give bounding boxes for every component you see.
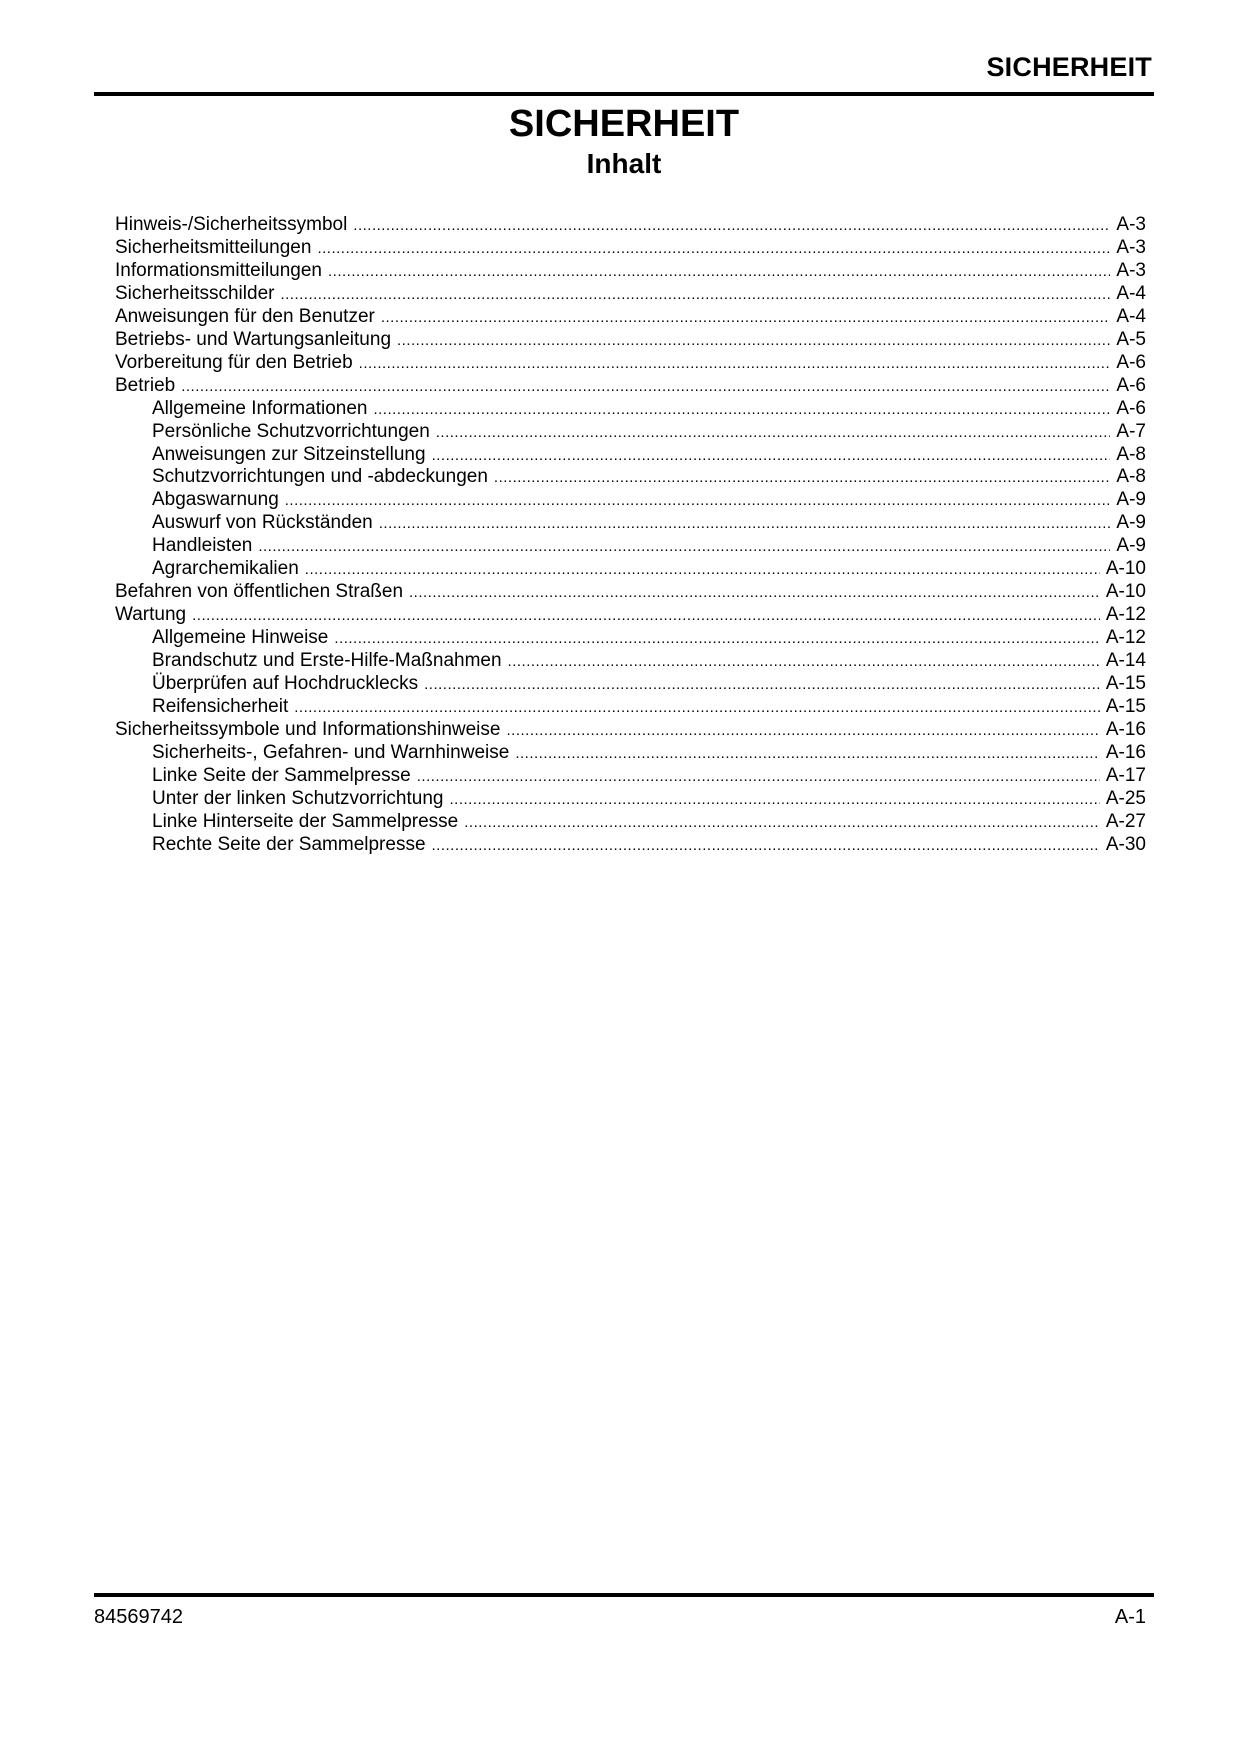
toc-entry-page: A-14	[1105, 650, 1146, 672]
toc-entry-label: Vorbereitung für den Betrieb	[115, 351, 353, 373]
toc-dot-leader	[258, 536, 1110, 559]
toc-entry[interactable]	[115, 811, 1146, 834]
toc-entry-page: A-12	[1105, 627, 1146, 649]
toc-dot-leader	[449, 789, 1099, 812]
toc-entry[interactable]	[115, 581, 1146, 604]
header-rule	[94, 92, 1154, 96]
toc-entry[interactable]	[115, 834, 1146, 857]
toc-entry-label: Brandschutz und Erste-Hilfe-Maßnahmen	[152, 650, 502, 672]
toc-entry-page: A-6	[1116, 397, 1146, 419]
toc-entry-label: Sicherheitssymbole und Informationshinweise	[115, 718, 501, 740]
toc-dot-leader	[317, 238, 1110, 261]
toc-entry-label: Schutzvorrichtungen und -abdeckungen	[152, 466, 488, 488]
table-of-contents	[115, 214, 1146, 857]
toc-entry-label: Sicherheitsmitteilungen	[115, 236, 312, 258]
toc-dot-leader	[359, 353, 1111, 376]
toc-entry-page: A-16	[1105, 741, 1146, 763]
toc-entry-label: Informationsmitteilungen	[115, 259, 322, 281]
toc-dot-leader	[417, 766, 1100, 789]
toc-dot-leader	[294, 697, 1100, 720]
toc-entry-page: A-6	[1116, 374, 1146, 396]
toc-dot-leader	[192, 605, 1100, 628]
toc-entry-page: A-12	[1105, 604, 1146, 626]
toc-entry[interactable]	[115, 466, 1146, 489]
toc-entry[interactable]	[115, 535, 1146, 558]
toc-entry[interactable]	[115, 398, 1146, 421]
toc-entry-page: A-9	[1116, 512, 1146, 534]
toc-entry-label: Allgemeine Informationen	[152, 397, 368, 419]
toc-entry-label: Auswurf von Rückständen	[152, 512, 373, 534]
toc-entry[interactable]	[115, 375, 1146, 398]
toc-entry-label: Abgaswarnung	[152, 489, 279, 511]
toc-entry[interactable]	[115, 604, 1146, 627]
toc-dot-leader	[432, 835, 1100, 858]
toc-entry-page: A-4	[1116, 282, 1146, 304]
toc-entry-page: A-9	[1116, 489, 1146, 511]
toc-dot-leader	[494, 467, 1111, 490]
toc-entry-page: A-30	[1105, 833, 1146, 855]
toc-dot-leader	[353, 215, 1110, 238]
toc-dot-leader	[328, 261, 1110, 284]
toc-entry-label: Persönliche Schutzvorrichtungen	[152, 420, 430, 442]
toc-entry-label: Reifensicherheit	[152, 696, 289, 718]
toc-dot-leader	[305, 559, 1100, 582]
toc-entry[interactable]	[115, 214, 1146, 237]
toc-entry-label: Handleisten	[152, 535, 253, 557]
toc-dot-leader	[464, 812, 1100, 835]
toc-dot-leader	[373, 399, 1110, 422]
toc-entry-label: Betriebs- und Wartungsanleitung	[115, 328, 392, 350]
toc-entry[interactable]	[115, 788, 1146, 811]
toc-dot-leader	[397, 330, 1110, 353]
running-header-section: SICHERHEIT	[986, 52, 1152, 82]
toc-entry-label: Befahren von öffentlichen Straßen	[115, 581, 404, 603]
document-number: 84569742	[94, 1606, 183, 1628]
toc-entry-page: A-3	[1116, 259, 1146, 281]
toc-entry-label: Sicherheits-, Gefahren- und Warnhinweise	[152, 741, 510, 763]
toc-entry-label: Linke Seite der Sammelpresse	[152, 764, 411, 786]
toc-entry-page: A-6	[1116, 351, 1146, 373]
toc-entry[interactable]	[115, 237, 1146, 260]
toc-entry[interactable]	[115, 329, 1146, 352]
toc-entry[interactable]	[115, 696, 1146, 719]
toc-entry[interactable]	[115, 444, 1146, 467]
toc-dot-leader	[432, 445, 1111, 468]
page-title: SICHERHEIT	[508, 103, 740, 145]
toc-entry-page: A-15	[1105, 696, 1146, 718]
toc-entry-label: Wartung	[115, 604, 187, 626]
toc-entry-page: A-8	[1116, 466, 1146, 488]
toc-entry[interactable]	[115, 489, 1146, 512]
toc-dot-leader	[381, 307, 1111, 330]
toc-entry-page: A-9	[1116, 535, 1146, 557]
toc-dot-leader	[379, 513, 1111, 536]
toc-dot-leader	[280, 284, 1110, 307]
toc-entry-page: A-16	[1105, 718, 1146, 740]
toc-entry[interactable]	[115, 650, 1146, 673]
toc-entry-page: A-7	[1116, 420, 1146, 442]
toc-entry-label: Anweisungen für den Benutzer	[115, 305, 375, 327]
toc-entry[interactable]	[115, 627, 1146, 650]
toc-entry-page: A-17	[1105, 764, 1146, 786]
toc-entry[interactable]	[115, 283, 1146, 306]
toc-entry[interactable]	[115, 558, 1146, 581]
toc-entry[interactable]	[115, 719, 1146, 742]
toc-entry[interactable]	[115, 673, 1146, 696]
toc-entry-page: A-10	[1105, 558, 1146, 580]
toc-entry-label: Betrieb	[115, 374, 176, 396]
toc-entry-label: Agrarchemikalien	[152, 558, 299, 580]
toc-dot-leader	[334, 628, 1099, 651]
toc-entry-page: A-8	[1116, 443, 1146, 465]
toc-entry-label: Überprüfen auf Hochdrucklecks	[152, 673, 419, 695]
toc-entry[interactable]	[115, 421, 1146, 444]
toc-entry-page: A-4	[1116, 305, 1146, 327]
toc-dot-leader	[409, 582, 1100, 605]
toc-entry[interactable]	[115, 352, 1146, 375]
toc-dot-leader	[285, 490, 1111, 513]
toc-dot-leader	[436, 422, 1111, 445]
toc-entry-page: A-25	[1105, 787, 1146, 809]
toc-dot-leader	[515, 743, 1100, 766]
toc-dot-leader	[181, 376, 1110, 399]
toc-entry[interactable]	[115, 765, 1146, 788]
toc-entry-page: A-10	[1105, 581, 1146, 603]
toc-entry[interactable]	[115, 306, 1146, 329]
toc-dot-leader	[506, 720, 1099, 743]
toc-entry-page: A-3	[1116, 214, 1146, 235]
toc-entry-label: Anweisungen zur Sitzeinstellung	[152, 443, 426, 465]
toc-entry-label: Allgemeine Hinweise	[152, 627, 329, 649]
toc-entry[interactable]	[115, 512, 1146, 535]
toc-entry-page: A-5	[1116, 328, 1146, 350]
toc-entry-page: A-15	[1105, 673, 1146, 695]
toc-entry-label: Sicherheitsschilder	[115, 282, 275, 304]
page-subtitle: Inhalt	[586, 148, 662, 179]
toc-entry-page: A-27	[1105, 810, 1146, 832]
toc-entry-page: A-3	[1116, 236, 1146, 258]
toc-entry[interactable]	[115, 742, 1146, 765]
toc-entry[interactable]	[115, 260, 1146, 283]
footer-rule	[94, 1593, 1154, 1597]
toc-entry-label: Linke Hinterseite der Sammelpresse	[152, 810, 459, 832]
toc-entry-label: Hinweis-/Sicherheitssymbol	[115, 214, 348, 235]
toc-dot-leader	[424, 674, 1100, 697]
page-number: A-1	[1114, 1606, 1146, 1628]
toc-entry-label: Unter der linken Schutzvorrichtung	[152, 787, 444, 809]
toc-dot-leader	[508, 651, 1100, 674]
toc-entry-label: Rechte Seite der Sammelpresse	[152, 833, 426, 855]
